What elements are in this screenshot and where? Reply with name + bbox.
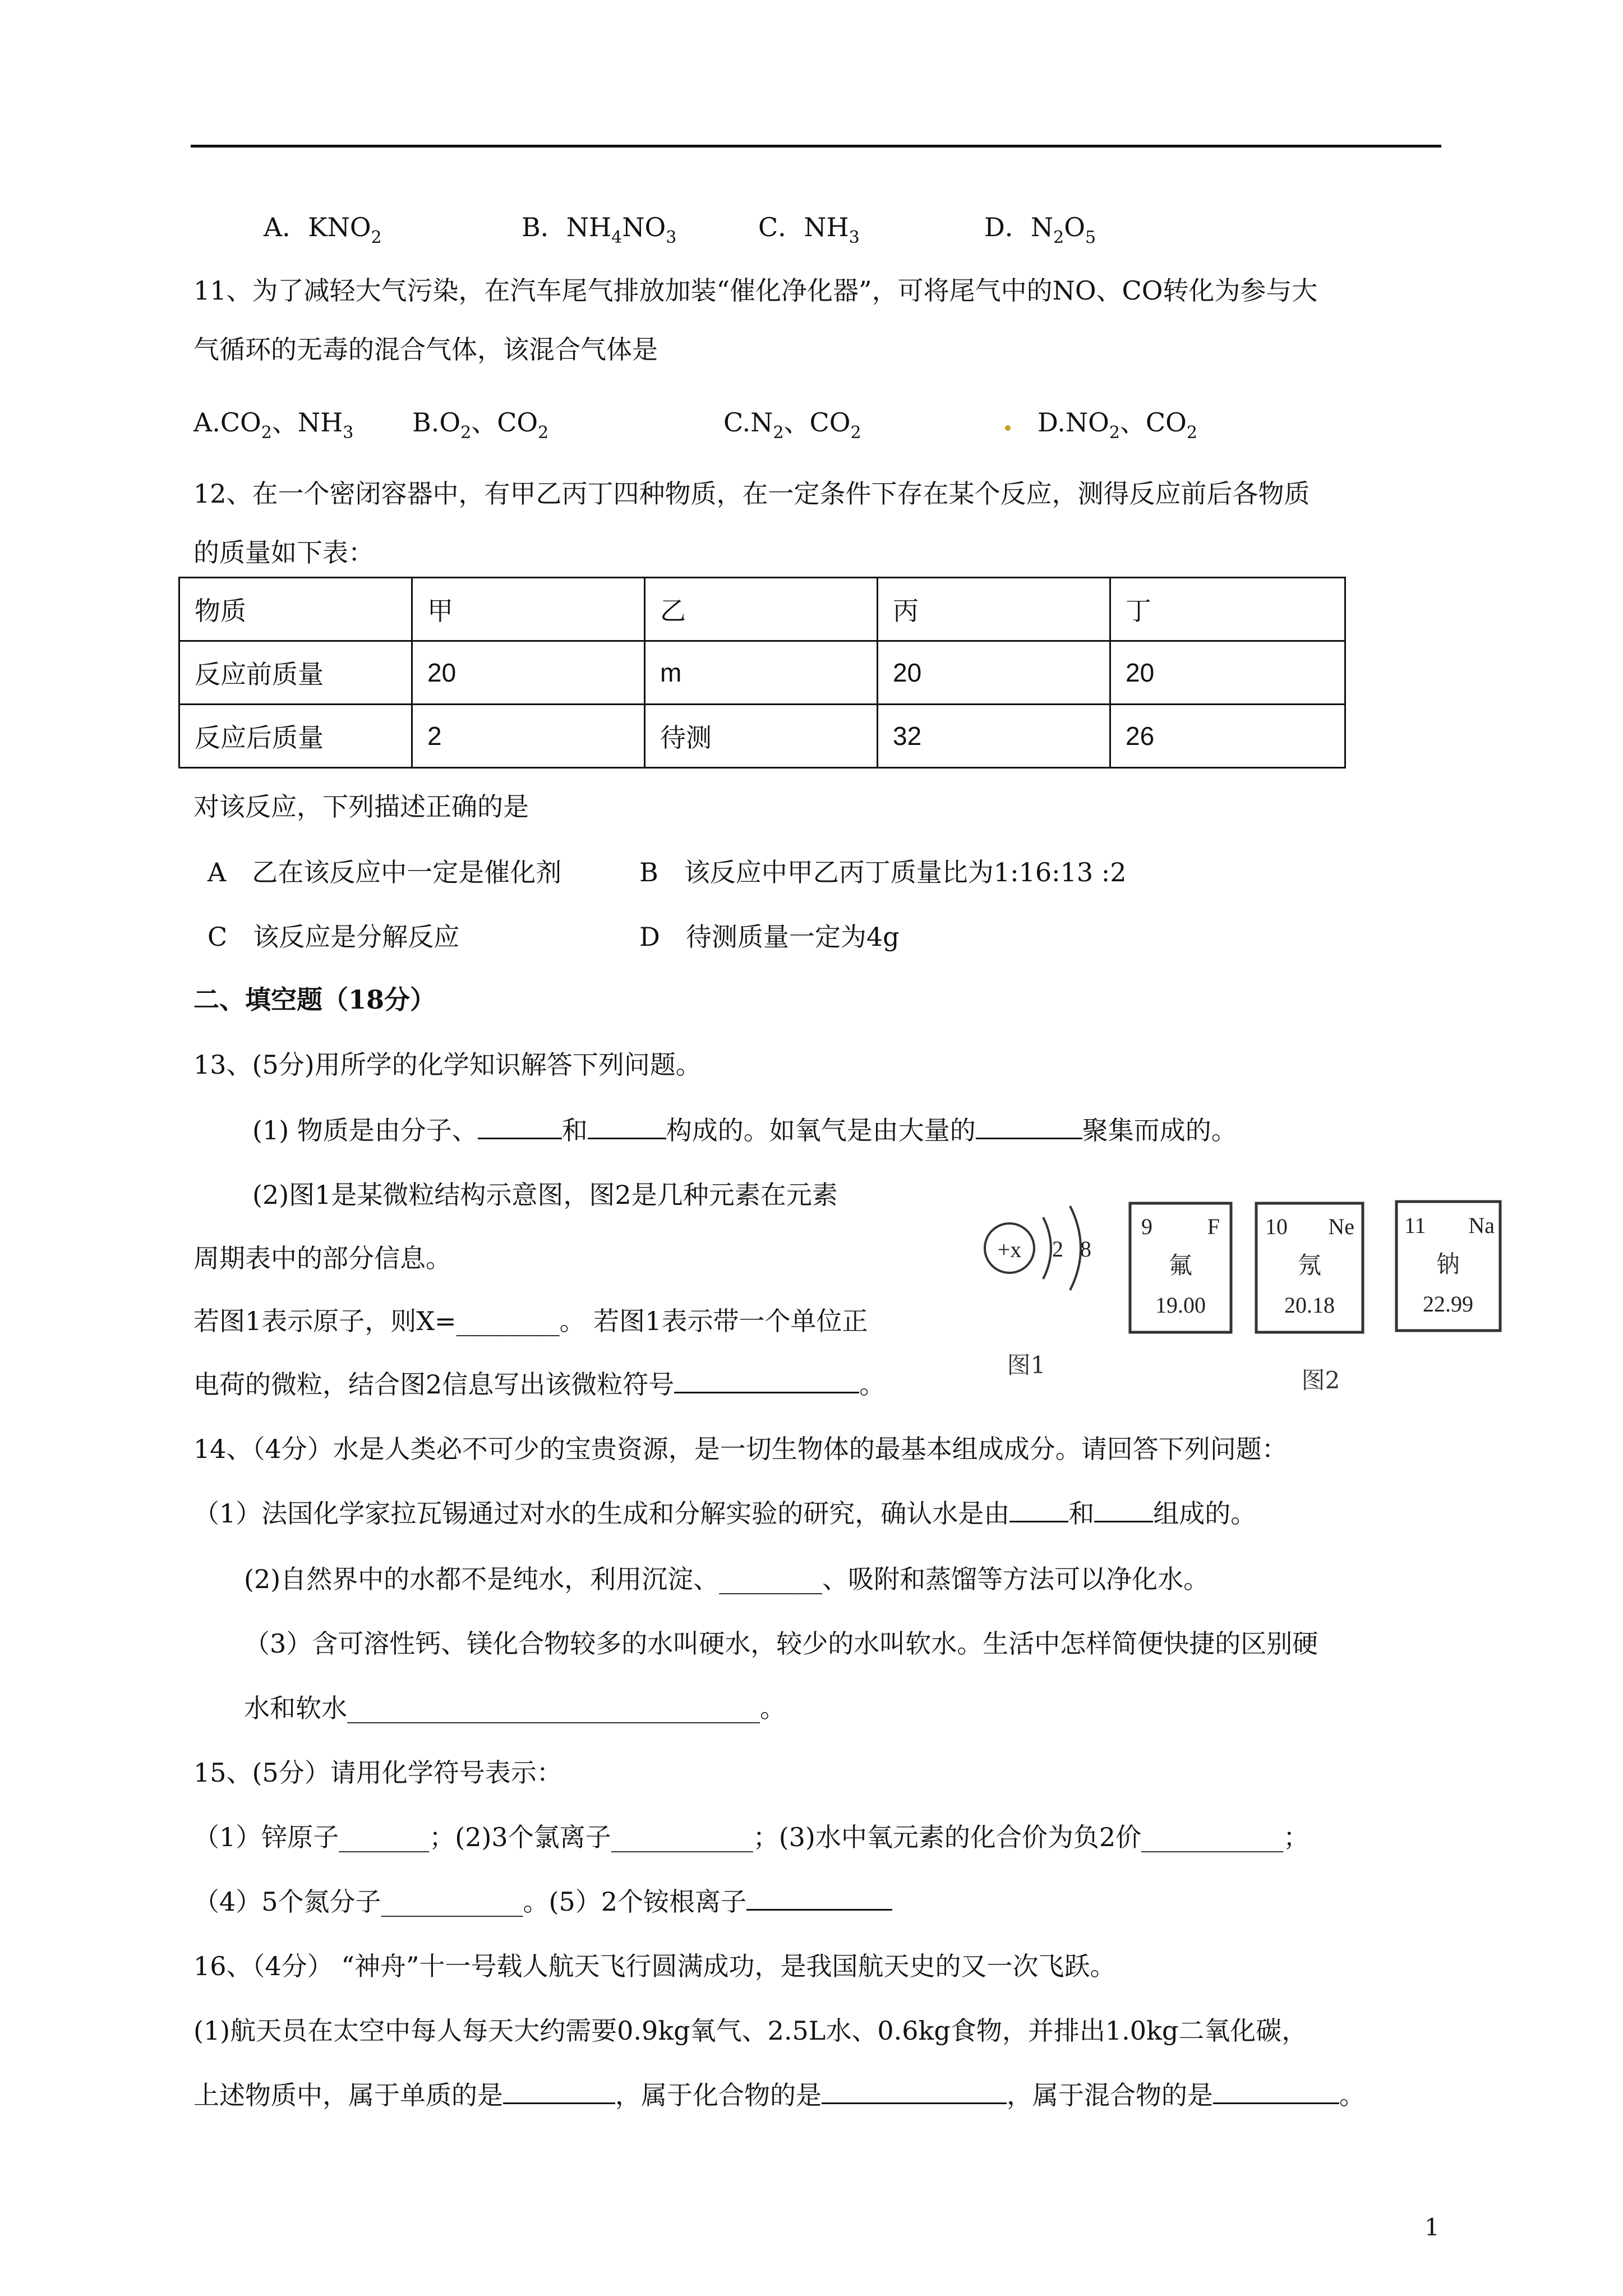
q12-line2: 的质量如下表： xyxy=(193,537,374,568)
atomic-number: 10 xyxy=(1265,1214,1288,1239)
q14-part2: (2)自然界中的水都不是纯水，利用沉淀、________、吸附和蒸馏等方法可以净化水。 xyxy=(244,1564,1210,1594)
table-cell: 20 xyxy=(1110,641,1345,705)
element-name: 氖 xyxy=(1297,1251,1322,1279)
answer-blank[interactable]: ________________________________ xyxy=(347,1693,760,1723)
q14-part3-line2: 水和软水________________________________。 xyxy=(244,1693,786,1723)
table-cell: 20 xyxy=(878,641,1110,705)
q10-option-d: D．$N_2O_5$ xyxy=(984,212,1096,247)
structure-figures xyxy=(970,1195,1531,1397)
q10-option-b: B．$NH_4NO_3$ xyxy=(522,212,677,247)
table-cell: 物质 xyxy=(179,578,412,641)
table-cell: m xyxy=(645,641,878,705)
table-cell: 待测 xyxy=(645,705,878,768)
electron-shell-2 xyxy=(1070,1206,1081,1290)
q13-title: 13、(5分)用所学的化学知识解答下列问题。 xyxy=(193,1050,702,1080)
page-number: 1 xyxy=(1424,2214,1440,2241)
q16-title: 16、（4分） “神舟”十一号载人航天飞行圆满成功，是我国航天史的又一次飞跃。 xyxy=(193,1951,1116,1981)
q15-line1: （1）锌原子_______；(2)3个氯离子___________；(3)水中氧元素的化合价为负2价___________； xyxy=(193,1822,1310,1852)
figure-2-caption: 图2 xyxy=(1301,1366,1340,1394)
q12-option-b: B 该反应中甲乙丙丁质量比为1:16:13 :2 xyxy=(639,857,1127,887)
q12-option-a: A 乙在该反应中一定是催化剂 xyxy=(208,857,562,887)
q12-option-c: C 该反应是分解反应 xyxy=(208,922,460,952)
table-cell: 20 xyxy=(412,641,645,705)
q16-part2: 上述物质中，属于单质的是 ，属于化合物的是 ，属于混合物的是 。 xyxy=(193,2080,1365,2110)
element-cell-fluorine xyxy=(1130,1203,1231,1332)
electron-shell-1 xyxy=(1043,1217,1051,1279)
answer-blank[interactable] xyxy=(1213,2080,1339,2104)
periodic-table-cells xyxy=(1130,1202,1500,1394)
figure-1-caption: 图1 xyxy=(1007,1351,1046,1379)
answer-blank[interactable] xyxy=(746,1887,892,1911)
atomic-number: 11 xyxy=(1404,1213,1426,1238)
section-heading: 二、填空题（18分） xyxy=(193,984,436,1015)
shell-2-count: 8 xyxy=(1080,1236,1091,1262)
answer-blank[interactable] xyxy=(478,1115,562,1139)
table-row xyxy=(179,705,1345,768)
q14-title: 14、（4分）水是人类必不可少的宝贵资源，是一切生物体的最基本组成成分。请回答下列问题： xyxy=(193,1434,1288,1464)
answer-blank[interactable] xyxy=(588,1115,666,1139)
q11-option-a: $A.CO_2$、$NH_3$ xyxy=(193,407,354,443)
shell-1-count: 2 xyxy=(1052,1236,1063,1262)
q10-option-a: A．$KNO_2$ xyxy=(264,212,382,247)
answer-blank[interactable] xyxy=(1009,1498,1068,1522)
q11-option-b: $B.O_2$、$CO_2$ xyxy=(412,407,549,443)
q11-line2: 气循环的无毒的混合气体，该混合气体是 xyxy=(193,334,658,365)
q11-option-c: $C.N_2$、$CO_2$ xyxy=(723,407,861,443)
answer-blank[interactable] xyxy=(503,2080,615,2104)
q14-part3-line1: （3）含可溶性钙、镁化合物较多的水叫硬水，较少的水叫软水。生活中怎样简便快捷的区别硬 xyxy=(244,1628,1318,1659)
q13-part2-line2: 周期表中的部分信息。 xyxy=(193,1243,451,1273)
table-cell: 32 xyxy=(878,705,1110,768)
element-symbol: Ne xyxy=(1328,1214,1354,1239)
element-name: 氟 xyxy=(1168,1251,1193,1279)
q15-line2: （4）5个氮分子___________。(5）2个铵根离子 xyxy=(193,1885,892,1918)
table-cell: 丁 xyxy=(1110,578,1345,641)
answer-blank[interactable] xyxy=(976,1115,1082,1139)
atomic-mass: 19.00 xyxy=(1155,1292,1206,1318)
q13-part2-line4: 电荷的微粒，结合图2信息写出该微粒符号 。 xyxy=(193,1369,886,1400)
nucleus-label: +x xyxy=(997,1237,1022,1262)
table-row xyxy=(179,578,1345,641)
answer-blank[interactable]: ________ xyxy=(456,1306,560,1336)
header-rule xyxy=(191,145,1441,148)
q11-option-d: $D.NO_2$、$CO_2$ xyxy=(1038,407,1197,443)
answer-blank[interactable] xyxy=(1094,1498,1153,1522)
table-cell: 乙 xyxy=(645,578,878,641)
mass-table xyxy=(178,577,1346,769)
table-cell: 反应前质量 xyxy=(179,641,412,705)
q14-part1: （1）法国化学家拉瓦锡通过对水的生成和分解实验的研究，确认水是由 和 组成的。 xyxy=(193,1498,1257,1529)
stray-dot xyxy=(1005,425,1011,431)
table-cell: 丙 xyxy=(878,578,1110,641)
q10-option-c: C．$NH_3$ xyxy=(758,212,860,247)
element-symbol: F xyxy=(1207,1214,1220,1239)
answer-blank[interactable] xyxy=(674,1369,859,1393)
element-symbol: Na xyxy=(1468,1213,1495,1238)
q12-prompt: 对该反应，下列描述正确的是 xyxy=(193,792,529,822)
element-name: 钠 xyxy=(1436,1250,1460,1278)
table-cell: 甲 xyxy=(412,578,645,641)
atomic-mass: 20.18 xyxy=(1284,1292,1335,1318)
element-cell-neon xyxy=(1256,1203,1363,1332)
q13-part2-line1: (2)图1是某微粒结构示意图，图2是几种元素在元素 xyxy=(252,1180,838,1210)
q13-part1: (1) 物质是由分子、 和 构成的。如氧气是由大量的 聚集而成的。 xyxy=(252,1115,1237,1145)
answer-blank[interactable] xyxy=(822,2080,1007,2104)
q16-part1: (1)航天员在太空中每人每天大约需要0.9kg氧气、2.5L水、0.6kg食物，并排出1.0kg二氧化碳， xyxy=(193,2016,1308,2046)
atomic-mass: 22.99 xyxy=(1423,1291,1473,1317)
q12-option-d: D 待测质量一定为4g xyxy=(639,922,900,952)
q13-part2-line3: 若图1表示原子，则X=________。 若图1表示带一个单位正 xyxy=(193,1306,868,1336)
atom-structure-diagram xyxy=(985,1206,1091,1379)
q11-line1: 11、为了减轻大气污染，在汽车尾气排放加装“催化净化器”，可将尾气中的NO、CO转化为参与大 xyxy=(193,275,1318,306)
table-cell: 反应后质量 xyxy=(179,705,412,768)
atomic-number: 9 xyxy=(1141,1214,1152,1239)
q12-line1: 12、在一个密闭容器中，有甲乙丙丁四种物质，在一定条件下存在某个反应，测得反应前后各物质 xyxy=(193,478,1310,509)
table-cell: 26 xyxy=(1110,705,1345,768)
element-cell-sodium xyxy=(1396,1202,1500,1331)
q15-title: 15、(5分）请用化学符号表示： xyxy=(193,1757,562,1788)
table-row xyxy=(179,641,1345,705)
table-cell: 2 xyxy=(412,705,645,768)
